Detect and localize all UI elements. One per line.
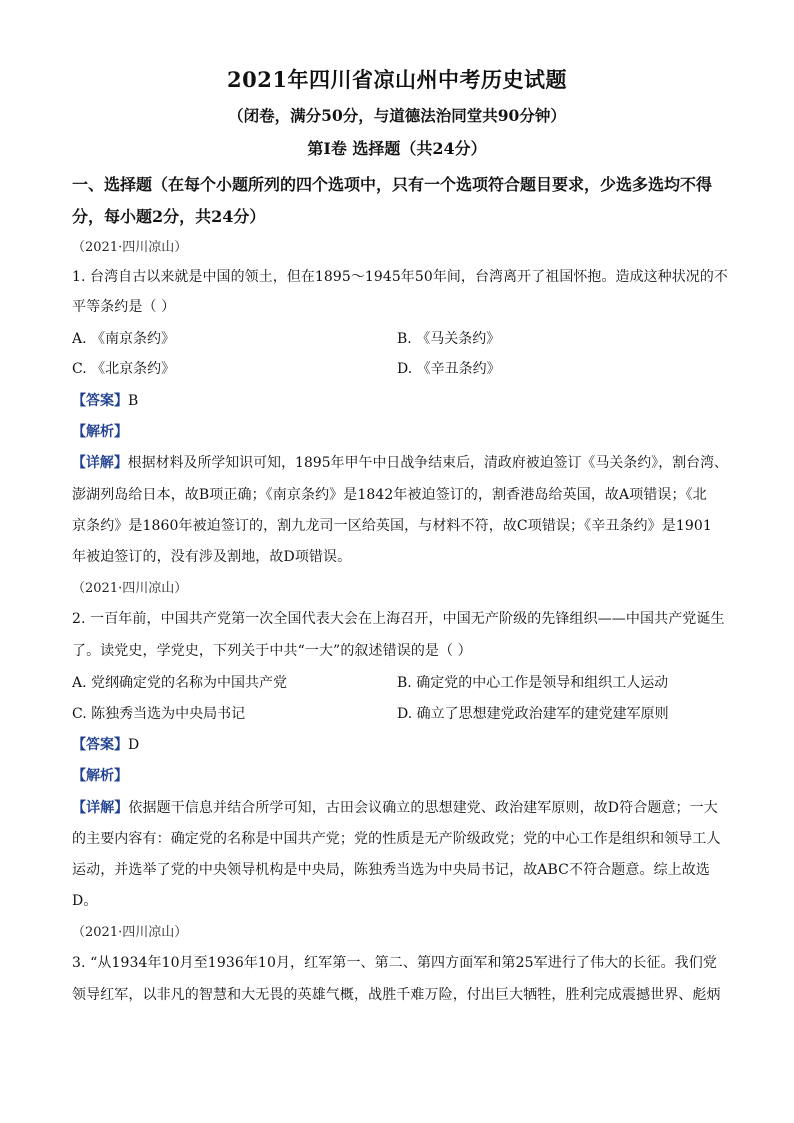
q1-detail-line4: 年被迫签订的，没有涉及割地，故D项错误。 [72, 549, 352, 565]
q2-option-b: B. 确定党的中心工作是领导和组织工人运动 [397, 675, 669, 691]
q2-detail-line1 [72, 797, 718, 817]
q1-answer [72, 390, 138, 410]
q1-source: （2021·四川凉山） [72, 240, 188, 255]
detail-text: 依据题干信息并结合所学可知，古田会议确立的思想建党、政治建军原则，故D符合题意；一大 [128, 800, 718, 816]
q2-answer [72, 734, 139, 754]
q2-stem-line1: 2. 一百年前，中国共产党第一次全国代表大会在上海召开，中国无产阶级的先锋组织——中国共产党诞生 [72, 611, 725, 627]
q2-detail-line4: D。 [72, 893, 98, 909]
section-heading-line2: 分，每小题2分，共24分） [72, 207, 266, 226]
q1-detail-line3: 京条约》是1860年被迫签订的，割九龙司一区给英国，与材料不符，故C项错误；《辛丑条约》是1901 [72, 518, 712, 534]
q3-stem-line2: 领导红军，以非凡的智慧和大无畏的英雄气概，战胜千难万险，付出巨大牺牲，胜利完成震撼世界、彪炳 [72, 987, 721, 1003]
q2-stem-line2: 了。读党史，学党史，下列关于中共“一大”的叙述错误的是（ ） [72, 643, 472, 659]
q3-source: （2021·四川凉山） [72, 925, 188, 940]
q2-option-c: C. 陈独秀当选为中央局书记 [72, 706, 246, 722]
detail-text: 根据材料及所学知识可知，1895年甲午中日战争结束后，清政府被迫签订《马关条约》，割台湾、 [127, 455, 728, 471]
q2-detail-line3: 运动，并选举了党的中央领导机构是中央局，陈独秀当选为中央局书记，故ABC不符合题意。综上故选 [72, 862, 710, 878]
q1-option-d: D. 《辛丑条约》 [397, 361, 501, 377]
q1-analysis-tag: 【解析】 [72, 424, 128, 440]
page-title: 2021年四川省凉山州中考历史试题 [227, 67, 567, 92]
q1-detail-line2: 澎湖列岛给日本，故B项正确；《南京条约》是1842年被迫签订的，割香港岛给英国，故A项错误；《北 [72, 487, 707, 503]
volume-heading: 第Ⅰ卷 选择题（共24分） [307, 139, 487, 158]
q2-analysis-tag: 【解析】 [72, 768, 128, 784]
answer-tag: 【答案】 [72, 393, 128, 409]
exam-subtitle: （闭卷，满分50分，与道德法治同堂共90分钟） [228, 106, 566, 125]
q1-option-c: C. 《北京条约》 [72, 361, 176, 377]
q1-stem-line1: 1. 台湾自古以来就是中国的领土，但在1895～1945年50年间，台湾离开了祖国怀抱。造成这种状况的不 [72, 269, 728, 285]
q1-option-b: B. 《马关条约》 [397, 331, 501, 347]
detail-tag: 【详解】 [72, 455, 128, 471]
q2-source: （2021·四川凉山） [72, 581, 188, 596]
answer-value: B [128, 393, 139, 409]
answer-tag: 【答案】 [72, 737, 128, 753]
detail-tag: 【详解】 [72, 800, 129, 816]
q2-option-a: A. 党纲确定党的名称为中国共产党 [72, 675, 288, 691]
q2-option-d: D. 确立了思想建党政治建军的建党建军原则 [397, 706, 669, 722]
q1-detail-line1 [72, 452, 728, 472]
answer-value: D [128, 737, 140, 753]
q1-option-a: A. 《南京条约》 [72, 331, 176, 347]
q1-stem-line2: 平等条约是（ ） [72, 299, 176, 315]
q2-detail-line2: 的主要内容有：确定党的名称是中国共产党；党的性质是无产阶级政党；党的中心工作是组织和领导工人 [72, 831, 721, 847]
section-heading-line1: 一、选择题（在每个小题所列的四个选项中，只有一个选项符合题目要求，少选多选均不得 [72, 175, 713, 194]
q3-stem-line1: 3. “从1934年10月至1936年10月，红军第一、第二、第四方面军和第25军进行了伟大的长征。我们党 [72, 955, 717, 971]
